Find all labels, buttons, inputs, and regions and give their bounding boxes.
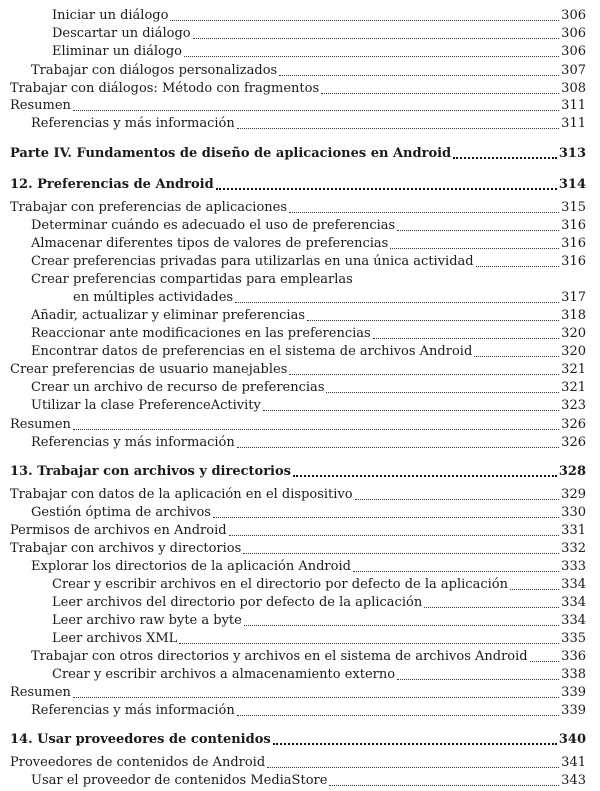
toc-entry-title: Permisos de archivos en Android bbox=[10, 523, 227, 538]
toc-entry[interactable] bbox=[10, 685, 586, 701]
toc-entry[interactable] bbox=[52, 631, 586, 647]
toc-page-number: 311 bbox=[561, 98, 586, 113]
dot-leader bbox=[73, 110, 559, 111]
dot-leader bbox=[293, 475, 557, 477]
toc-chapter-entry[interactable] bbox=[10, 146, 586, 162]
toc-row bbox=[0, 326, 600, 344]
toc-chapter-entry[interactable] bbox=[10, 732, 586, 748]
toc-entry-title: 12. Preferencias de Android bbox=[10, 177, 214, 192]
toc-entry-title: Crear preferencias compartidas para emplearlas bbox=[31, 272, 353, 287]
toc-page-number: 317 bbox=[561, 290, 586, 305]
toc-page-number: 334 bbox=[561, 577, 586, 592]
toc-row bbox=[0, 380, 600, 398]
toc-row bbox=[0, 218, 600, 236]
dot-leader bbox=[355, 499, 560, 500]
toc-page-number: 332 bbox=[561, 541, 586, 556]
dot-leader bbox=[373, 338, 559, 339]
toc-entry[interactable] bbox=[52, 8, 586, 24]
dot-leader bbox=[170, 20, 559, 21]
toc-entry[interactable] bbox=[31, 308, 586, 324]
toc-entry-title: Trabajar con otros directorios y archivos en el sistema de archivos Android bbox=[31, 649, 528, 664]
toc-entry[interactable] bbox=[31, 272, 353, 288]
toc-chapter-entry[interactable] bbox=[10, 464, 586, 480]
toc-entry[interactable] bbox=[10, 755, 586, 771]
toc-page-number: 334 bbox=[561, 613, 586, 628]
dot-leader bbox=[307, 320, 559, 321]
toc-page-number: 335 bbox=[561, 631, 586, 646]
toc-entry-title: Resumen bbox=[10, 98, 71, 113]
dot-leader bbox=[237, 715, 559, 716]
toc-entry-title: Proveedores de contenidos de Android bbox=[10, 755, 266, 770]
toc-page-number: 320 bbox=[561, 326, 586, 341]
toc-entry-title: Trabajar con preferencias de aplicaciones bbox=[10, 200, 288, 215]
toc-entry-title: Determinar cuándo es adecuado el uso de preferencias bbox=[31, 218, 396, 233]
toc-entry[interactable] bbox=[31, 380, 586, 396]
dot-leader bbox=[289, 374, 559, 375]
toc-page-number: 307 bbox=[561, 63, 586, 78]
toc-entry[interactable] bbox=[31, 63, 586, 79]
dot-leader bbox=[73, 697, 559, 698]
toc-row bbox=[0, 523, 600, 541]
toc-row bbox=[0, 577, 600, 595]
toc-entry[interactable] bbox=[52, 26, 586, 42]
toc-entry[interactable] bbox=[10, 523, 586, 539]
toc-entry[interactable] bbox=[31, 236, 586, 252]
dot-leader bbox=[397, 679, 559, 680]
dot-leader bbox=[353, 571, 559, 572]
toc-row bbox=[0, 362, 600, 380]
toc-entry-title: Crear y escribir archivos a almacenamiento externo bbox=[52, 667, 396, 682]
dot-leader bbox=[184, 56, 559, 57]
toc-entry[interactable] bbox=[31, 505, 586, 521]
dot-leader bbox=[213, 517, 559, 518]
toc-page-number: 318 bbox=[561, 308, 586, 323]
toc-page-number: 314 bbox=[558, 177, 586, 192]
toc-page-number: 321 bbox=[561, 362, 586, 377]
toc-page-number: 306 bbox=[561, 26, 586, 41]
toc-entry-title: Crear un archivo de recurso de preferencias bbox=[31, 380, 325, 395]
dot-leader bbox=[326, 392, 559, 393]
dot-leader bbox=[179, 643, 559, 644]
dot-leader bbox=[397, 230, 559, 231]
toc-entry-title: Gestión óptima de archivos bbox=[31, 505, 211, 520]
toc-entry-title: Trabajar con archivos y directorios bbox=[10, 541, 242, 556]
toc-entry[interactable] bbox=[31, 559, 586, 575]
toc-row bbox=[0, 541, 600, 559]
toc-row bbox=[0, 290, 600, 308]
toc-row bbox=[0, 464, 600, 482]
toc-entry-title: Leer archivos XML bbox=[52, 631, 178, 646]
toc-entry-title: Añadir, actualizar y eliminar preferencias bbox=[31, 308, 305, 323]
dot-leader bbox=[263, 410, 559, 411]
toc-entry[interactable] bbox=[31, 703, 586, 719]
toc-entry[interactable] bbox=[31, 254, 586, 270]
toc-row bbox=[0, 81, 600, 99]
dot-leader bbox=[73, 429, 559, 430]
toc-row bbox=[0, 177, 600, 195]
toc-page-number: 315 bbox=[561, 200, 586, 215]
toc-entry[interactable] bbox=[31, 649, 586, 665]
toc-chapter-entry[interactable] bbox=[10, 177, 586, 193]
toc-row bbox=[0, 344, 600, 362]
toc-row bbox=[0, 505, 600, 523]
dot-leader bbox=[243, 553, 559, 554]
toc-row bbox=[0, 732, 600, 750]
toc-page-number: 306 bbox=[561, 8, 586, 23]
dot-leader bbox=[321, 93, 559, 94]
toc-page-number: 320 bbox=[561, 344, 586, 359]
toc-entry[interactable] bbox=[10, 362, 586, 378]
dot-leader bbox=[237, 447, 559, 448]
toc-entry-title: Almacenar diferentes tipos de valores de preferencias bbox=[31, 236, 389, 251]
toc-entry[interactable] bbox=[10, 487, 586, 503]
toc-entry-title: Leer archivo raw byte a byte bbox=[52, 613, 242, 628]
toc-row bbox=[0, 755, 600, 773]
toc-entry-title: Usar el proveedor de contenidos MediaStore bbox=[31, 773, 328, 788]
toc-entry-title: Parte IV. Fundamentos de diseño de aplicaciones en Android bbox=[10, 146, 452, 161]
toc-page-number: 306 bbox=[561, 44, 586, 59]
toc-row bbox=[0, 417, 600, 435]
dot-leader bbox=[476, 266, 560, 267]
toc-entry-title: 14. Usar proveedores de contenidos bbox=[10, 732, 271, 747]
toc-row bbox=[0, 773, 600, 791]
dot-leader bbox=[216, 188, 557, 190]
toc-page-number: 338 bbox=[561, 667, 586, 682]
toc-page-number: 316 bbox=[561, 218, 586, 233]
toc-entry-title: Crear preferencias privadas para utilizarlas en una única actividad bbox=[31, 254, 474, 269]
toc-entry-title: Crear preferencias de usuario manejables bbox=[10, 362, 288, 377]
dot-leader bbox=[244, 625, 559, 626]
toc-entry[interactable] bbox=[10, 81, 586, 97]
dot-leader bbox=[267, 767, 559, 768]
toc-page-number: 330 bbox=[561, 505, 586, 520]
toc-page-number: 331 bbox=[561, 523, 586, 538]
toc-entry[interactable] bbox=[52, 613, 586, 629]
toc-entry[interactable] bbox=[52, 595, 586, 611]
toc-entry[interactable] bbox=[10, 200, 586, 216]
toc-entry-title: Reaccionar ante modificaciones en las preferencias bbox=[31, 326, 371, 341]
toc-page-number: 326 bbox=[561, 435, 586, 450]
toc-page-number: 340 bbox=[558, 732, 586, 747]
toc-row bbox=[0, 595, 600, 613]
toc-entry-title: Iniciar un diálogo bbox=[52, 8, 169, 23]
toc-entry-title: en múltiples actividades bbox=[73, 290, 234, 305]
toc-row bbox=[0, 63, 600, 81]
toc-row bbox=[0, 649, 600, 667]
toc-page-number: 328 bbox=[558, 464, 586, 479]
toc-page-number: 308 bbox=[561, 81, 586, 96]
toc-entry[interactable] bbox=[52, 667, 586, 683]
toc-row bbox=[0, 116, 600, 134]
toc-page-number: 343 bbox=[561, 773, 586, 788]
toc-entry[interactable] bbox=[31, 218, 586, 234]
toc-entry-title: Eliminar un diálogo bbox=[52, 44, 182, 59]
dot-leader bbox=[530, 661, 560, 662]
toc-row bbox=[0, 613, 600, 631]
toc-row bbox=[0, 435, 600, 453]
toc-entry-title: Encontrar datos de preferencias en el sistema de archivos Android bbox=[31, 344, 473, 359]
toc-page-number: 321 bbox=[561, 380, 586, 395]
toc-entry[interactable] bbox=[31, 773, 586, 789]
dot-leader bbox=[474, 356, 559, 357]
toc-entry[interactable] bbox=[31, 398, 586, 414]
toc-entry-title: Utilizar la clase PreferenceActivity bbox=[31, 398, 261, 413]
toc-row bbox=[0, 236, 600, 254]
toc-entry-title: Referencias y más información bbox=[31, 435, 235, 450]
toc-row bbox=[0, 398, 600, 416]
dot-leader bbox=[235, 302, 559, 303]
toc-entry[interactable] bbox=[73, 290, 586, 306]
toc-page-number: 316 bbox=[561, 236, 586, 251]
dot-leader bbox=[229, 535, 560, 536]
toc-entry-title: 13. Trabajar con archivos y directorios bbox=[10, 464, 291, 479]
toc-row bbox=[0, 685, 600, 703]
toc-entry-title: Leer archivos del directorio por defecto de la aplicación bbox=[52, 595, 423, 610]
toc-page-number: 316 bbox=[561, 254, 586, 269]
toc-row bbox=[0, 26, 600, 44]
toc-row bbox=[0, 146, 600, 164]
dot-leader bbox=[193, 38, 560, 39]
toc-entry-title: Trabajar con datos de la aplicación en el dispositivo bbox=[10, 487, 353, 502]
toc-entry[interactable] bbox=[52, 577, 586, 593]
dot-leader bbox=[279, 75, 559, 76]
toc-entry-title: Referencias y más información bbox=[31, 703, 235, 718]
toc-row bbox=[0, 272, 600, 290]
toc-row bbox=[0, 8, 600, 26]
toc-entry-title: Resumen bbox=[10, 685, 71, 700]
toc-entry[interactable] bbox=[31, 344, 586, 360]
toc-entry-title: Trabajar con diálogos: Método con fragmentos bbox=[10, 81, 320, 96]
toc-row bbox=[0, 254, 600, 272]
dot-leader bbox=[424, 607, 559, 608]
toc-entry-title: Explorar los directorios de la aplicación Android bbox=[31, 559, 351, 574]
toc-row bbox=[0, 200, 600, 218]
toc-entry[interactable] bbox=[10, 98, 586, 114]
toc-row bbox=[0, 559, 600, 577]
toc-page-number: 329 bbox=[561, 487, 586, 502]
dot-leader bbox=[289, 212, 559, 213]
toc-page-number: 334 bbox=[561, 595, 586, 610]
toc-page-number: 323 bbox=[561, 398, 586, 413]
toc-entry[interactable] bbox=[52, 44, 586, 60]
toc-entry[interactable] bbox=[10, 417, 586, 433]
toc-row bbox=[0, 487, 600, 505]
toc-page-number: 333 bbox=[561, 559, 586, 574]
toc-row bbox=[0, 703, 600, 721]
toc-entry-title: Trabajar con diálogos personalizados bbox=[31, 63, 278, 78]
toc-page-number: 336 bbox=[561, 649, 586, 664]
toc-row bbox=[0, 308, 600, 326]
dot-leader bbox=[390, 248, 559, 249]
toc-row bbox=[0, 667, 600, 685]
toc-page-number: 313 bbox=[558, 146, 586, 161]
toc-page-number: 341 bbox=[561, 755, 586, 770]
toc-page-number: 311 bbox=[561, 116, 586, 131]
dot-leader bbox=[453, 157, 557, 159]
toc-entry[interactable] bbox=[31, 116, 586, 132]
dot-leader bbox=[329, 785, 559, 786]
dot-leader bbox=[273, 743, 557, 745]
toc-page-number: 326 bbox=[561, 417, 586, 432]
toc-entry[interactable] bbox=[10, 541, 586, 557]
toc-row bbox=[0, 631, 600, 649]
toc-entry-title: Resumen bbox=[10, 417, 71, 432]
dot-leader bbox=[510, 589, 559, 590]
toc-entry[interactable] bbox=[31, 326, 586, 342]
toc-row bbox=[0, 98, 600, 116]
toc-entry[interactable] bbox=[31, 435, 586, 451]
toc-entry-title: Descartar un diálogo bbox=[52, 26, 191, 41]
toc-entry-title: Referencias y más información bbox=[31, 116, 235, 131]
toc-page-number: 339 bbox=[561, 685, 586, 700]
dot-leader bbox=[237, 128, 559, 129]
toc-row bbox=[0, 44, 600, 62]
toc-page-number: 339 bbox=[561, 703, 586, 718]
toc-entry-title: Crear y escribir archivos en el directorio por defecto de la aplicación bbox=[52, 577, 508, 592]
